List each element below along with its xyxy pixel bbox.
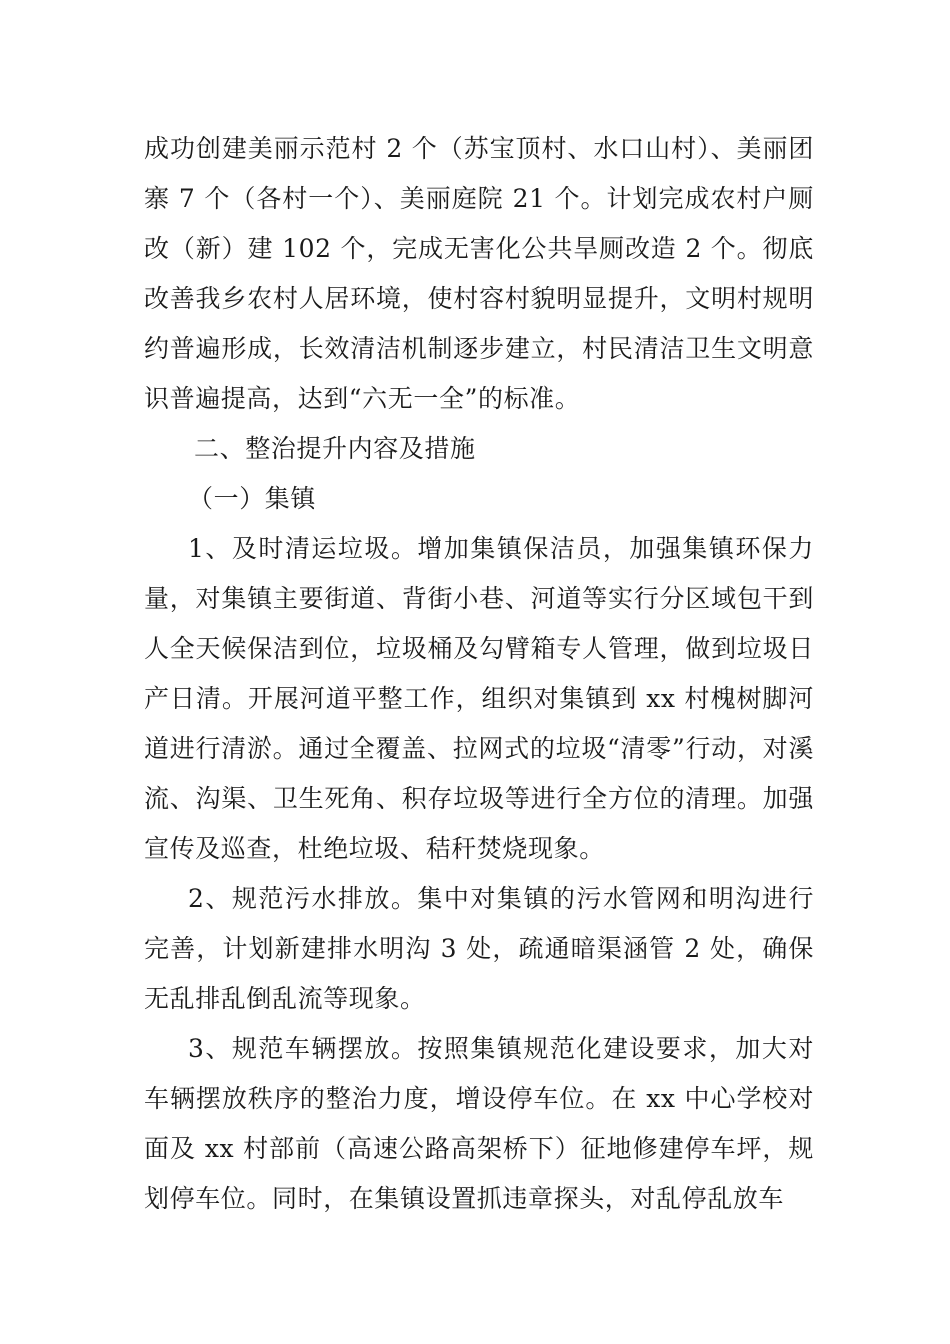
section-heading-2: 二、整治提升内容及措施 [194, 434, 476, 463]
subsection-heading-1: （一）集镇 [188, 484, 317, 513]
document-body [144, 124, 814, 1224]
paragraph-item-1: 1、及时清运垃圾。增加集镇保洁员，加强集镇环保力量，对集镇主要街道、背街小巷、河道等实行分区域包干到人全天候保洁到位，垃圾桶及勾臂箱专人管理，做到垃圾日产日清。开展河道平整工作，组织对集镇到 xx 村槐树脚河道进行清淤。通过全覆盖、拉网式的垃圾“清零”行动，对溪流、沟渠、卫生死角、积存垃圾等进行全方位的清理。加强宣传及巡查，杜绝垃圾、秸秆焚烧现象。 [144, 534, 814, 863]
paragraph-item-3: 3、规范车辆摆放。按照集镇规范化建设要求，加大对车辆摆放秩序的整治力度，增设停车位。在 xx 中心学校对面及 xx 村部前（高速公路高架桥下）征地修建停车坪，规划停车位。同时，在集镇设置抓违章探头，对乱停乱放车 [144, 1034, 814, 1213]
paragraph-item-2: 2、规范污水排放。集中对集镇的污水管网和明沟进行完善，计划新建排水明沟 3 处，疏通暗渠涵管 2 处，确保无乱排乱倒乱流等现象。 [144, 884, 814, 1013]
paragraph-goals: 成功创建美丽示范村 2 个（苏宝顶村、水口山村）、美丽团寨 7 个（各村一个）、美丽庭院 21 个。计划完成农村户厕改（新）建 102 个，完成无害化公共旱厕改造 2 个。彻底改善我乡农村人居环境，使村容村貌明显提升，文明村规明约普遍形成，长效清洁机制逐步建立，村民清洁卫生文明意识普遍提高，达到“六无一全”的标准。 [144, 134, 814, 413]
